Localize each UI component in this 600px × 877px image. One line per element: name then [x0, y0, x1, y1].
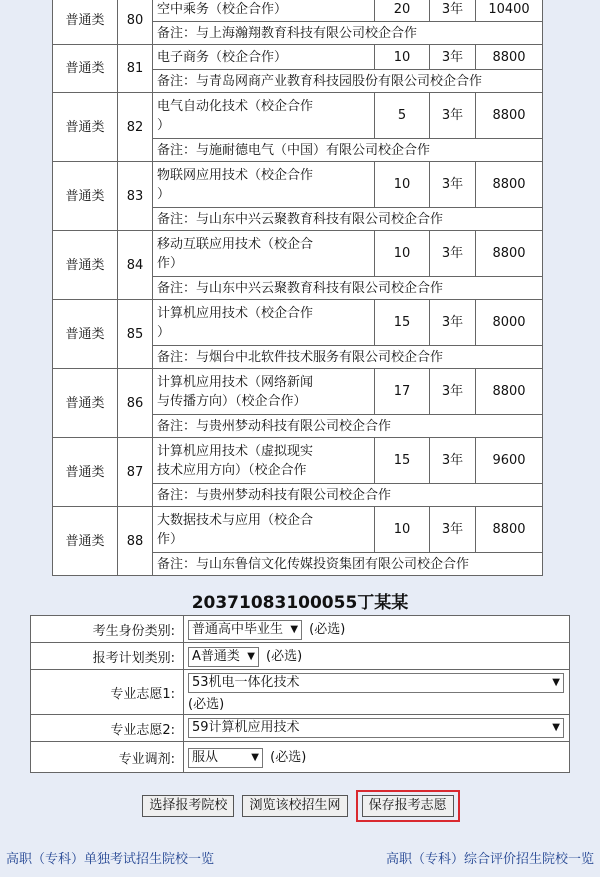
major-number: 85: [118, 300, 153, 369]
row-identity: [31, 616, 570, 643]
chevron-down-icon: ▼: [251, 751, 259, 763]
major-fee: 8800: [476, 93, 543, 139]
row-adjust: [31, 742, 570, 773]
link-comprehensive-eval-schools[interactable]: 高职（专科）综合评价招生院校一览: [385, 852, 594, 867]
major-number: 87: [118, 438, 153, 507]
major-fee: 10400: [476, 0, 543, 22]
major-name: 物联网应用技术（校企合作 ）: [153, 162, 375, 208]
major-years: 3年: [430, 507, 476, 553]
adjust-label: 专业调剂:: [31, 742, 184, 773]
major-count: 10: [375, 45, 430, 70]
adjust-cell: [184, 742, 570, 773]
applicant-id-name: 20371083100055丁某某: [191, 593, 409, 613]
major-count: 10: [375, 162, 430, 208]
identity-label: 考生身份类别:: [31, 616, 184, 643]
major-count: 10: [375, 231, 430, 277]
major-years: 3年: [430, 0, 476, 22]
adjust-select[interactable]: [188, 748, 263, 768]
major-category: 普通类: [53, 93, 118, 162]
major-name: 空中乘务（校企合作）: [153, 0, 375, 22]
major-category: 普通类: [53, 162, 118, 231]
major-note: 备注：与山东鲁信文化传媒投资集团有限公司校企合作: [153, 553, 543, 576]
major-row: [53, 93, 543, 139]
major-number: 80: [118, 0, 153, 45]
major-fee: 8800: [476, 231, 543, 277]
major-note: 备注：与山东中兴云聚教育科技有限公司校企合作: [153, 208, 543, 231]
major-years: 3年: [430, 438, 476, 484]
major-fee: 8800: [476, 507, 543, 553]
major-fee: 8800: [476, 162, 543, 208]
chevron-down-icon: ▼: [552, 676, 560, 688]
major-category: 普通类: [53, 0, 118, 45]
major-name: 大数据技术与应用（校企合 作）: [153, 507, 375, 553]
choice1-value: 53机电一体化技术: [192, 674, 300, 690]
major-row: [53, 300, 543, 346]
major-note: 备注：与烟台中北软件技术服务有限公司校企合作: [153, 346, 543, 369]
choice2-cell: [184, 715, 570, 742]
row-choice2: [31, 715, 570, 742]
major-number: 82: [118, 93, 153, 162]
major-row: [53, 45, 543, 70]
adjust-value: 服从: [192, 749, 219, 765]
row-plan: [31, 643, 570, 670]
major-category: 普通类: [53, 438, 118, 507]
major-number: 84: [118, 231, 153, 300]
majors-table: [52, 0, 543, 576]
major-number: 81: [118, 45, 153, 93]
major-count: 20: [375, 0, 430, 22]
major-category: 普通类: [53, 45, 118, 93]
major-row: [53, 369, 543, 415]
plan-label: 报考计划类别:: [31, 643, 184, 670]
major-years: 3年: [430, 231, 476, 277]
major-years: 3年: [430, 162, 476, 208]
row-choice1: [31, 670, 570, 715]
major-row: [53, 0, 543, 22]
major-note: 备注：与山东中兴云聚教育科技有限公司校企合作: [153, 277, 543, 300]
major-row: [53, 162, 543, 208]
major-category: 普通类: [53, 300, 118, 369]
major-note: 备注：与施耐德电气（中国）有限公司校企合作: [153, 139, 543, 162]
choice2-select[interactable]: [188, 718, 564, 738]
major-years: 3年: [430, 300, 476, 346]
major-row: [53, 231, 543, 277]
major-name: 移动互联应用技术（校企合 作）: [153, 231, 375, 277]
major-name: 电气自动化技术（校企合作 ）: [153, 93, 375, 139]
choice2-label: 专业志愿2:: [31, 715, 184, 742]
action-buttons: [0, 790, 600, 822]
identity-cell: [184, 616, 570, 643]
major-name: 电子商务（校企合作）: [153, 45, 375, 70]
major-row: [53, 438, 543, 484]
chevron-down-icon: ▼: [552, 722, 560, 733]
chevron-down-icon: ▼: [247, 650, 255, 662]
major-number: 83: [118, 162, 153, 231]
major-category: 普通类: [53, 369, 118, 438]
major-years: 3年: [430, 93, 476, 139]
chevron-down-icon: ▼: [290, 623, 299, 635]
application-form: [30, 615, 570, 773]
major-note: 备注：与贵州梦动科技有限公司校企合作: [153, 484, 543, 507]
identity-value: 普通高中毕业生: [192, 621, 284, 637]
choose-school-button[interactable]: 选择报考院校: [142, 795, 234, 817]
major-count: 17: [375, 369, 430, 415]
choice1-required: (必选): [188, 696, 225, 712]
plan-required: (必选): [266, 649, 303, 665]
major-count: 15: [375, 438, 430, 484]
save-choices-button[interactable]: 保存报考志愿: [362, 795, 454, 817]
major-count: 10: [375, 507, 430, 553]
plan-select[interactable]: [188, 647, 259, 667]
major-fee: 8800: [476, 369, 543, 415]
major-fee: 8000: [476, 300, 543, 346]
choice1-cell: [184, 670, 570, 715]
identity-required: (必选): [309, 622, 346, 638]
choice1-select[interactable]: [188, 673, 564, 693]
major-years: 3年: [430, 369, 476, 415]
major-note: 备注：与青岛网商产业教育科技园股份有限公司校企合作: [153, 70, 543, 93]
browse-site-button[interactable]: 浏览该校招生网: [242, 795, 347, 817]
major-category: 普通类: [53, 507, 118, 576]
major-row: [53, 507, 543, 553]
major-fee: 9600: [476, 438, 543, 484]
major-count: 5: [375, 93, 430, 139]
major-note: 备注：与上海瀚翔教育科技有限公司校企合作: [153, 22, 543, 45]
identity-select[interactable]: [188, 620, 302, 640]
choice1-label: 专业志愿1:: [31, 670, 184, 715]
link-single-exam-schools[interactable]: 高职（专科）单独考试招生院校一览: [6, 852, 215, 867]
major-name: 计算机应用技术（校企合作 ）: [153, 300, 375, 346]
major-years: 3年: [430, 45, 476, 70]
major-name: 计算机应用技术（虚拟现实 技术应用方向）（校企合作: [153, 438, 375, 484]
choice2-value: 59计算机应用技术: [192, 720, 300, 735]
major-note: 备注：与贵州梦动科技有限公司校企合作: [153, 415, 543, 438]
major-number: 88: [118, 507, 153, 576]
major-number: 86: [118, 369, 153, 438]
save-highlight: [356, 790, 460, 822]
plan-cell: [184, 643, 570, 670]
major-fee: 8800: [476, 45, 543, 70]
major-count: 15: [375, 300, 430, 346]
adjust-required: (必选): [270, 750, 307, 766]
major-name: 计算机应用技术（网络新闻 与传播方向）（校企合作）: [153, 369, 375, 415]
plan-value: A普通类: [192, 648, 240, 664]
major-category: 普通类: [53, 231, 118, 300]
